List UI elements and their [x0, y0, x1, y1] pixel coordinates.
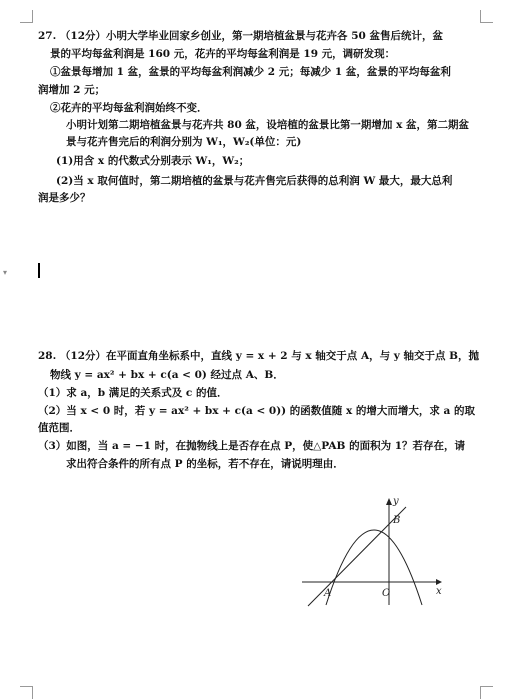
q28-line-7: 求出符合条件的所有点 P 的坐标，若不存在，请说明理由．: [66, 458, 344, 470]
crop-mark-top-left: [20, 10, 33, 23]
x-axis-arrow-icon: [436, 579, 442, 585]
label-b: B: [393, 515, 401, 526]
q27-line-7: 景与花卉售完后的利润分别为 W₁，W₂(单位：元): [66, 136, 302, 148]
line-ab: [308, 507, 406, 606]
margin-arrow-icon: ▾: [3, 268, 8, 277]
q28-line-6: （3）如图，当 a = −1 时，在抛物线上是否存在点 P，使△PAB 的面积为 1？若存在，请: [38, 440, 466, 452]
parabola-figure-svg: [296, 493, 452, 611]
text-cursor: [38, 263, 40, 278]
q27-line-2: 景的平均每盆利润是 160 元，花卉的平均每盆利润是 19 元，调研发现：: [50, 48, 396, 60]
q27-line-3: ①盆景每增加 1 盆，盆景的平均每盆利润减少 2 元；每减少 1 盆，盆景的平均每盆利: [50, 66, 451, 78]
y-axis-arrow-icon: [386, 498, 392, 505]
q28-line-1: 28. （12分）在平面直角坐标系中，直线 y = x + 2 与 x 轴交于点 A，与 y 轴交于点 B，抛: [38, 350, 480, 362]
parabola-curve: [326, 530, 422, 605]
q27-line-4: 润增加 2 元；: [38, 84, 106, 96]
q28-line-4: （2）当 x < 0 时，若 y = ax² + bx + c(a < 0)) 的函数值随 x 的增大而增大，求 a 的取: [38, 405, 475, 417]
label-x: x: [436, 586, 442, 597]
q27-line-6: 小明计划第二期培植盆景与花卉共 80 盆，设培植的盆景比第一期增加 x 盆，第二期盆: [66, 119, 469, 131]
q27-line-8: (1)用含 x 的代数式分别表示 W₁，W₂；: [56, 155, 250, 167]
label-y: y: [393, 496, 399, 507]
label-a: A: [324, 588, 332, 599]
q27-line-10: 润是多少？: [38, 192, 91, 204]
q27-line-5: ②花卉的平均每盆利润始终不变．: [50, 102, 208, 114]
label-o: O: [382, 588, 391, 599]
q27-line-1: 27. （12分）小明大学毕业回家乡创业，第一期培植盆景与花卉各 50 盆售后统计，盆: [38, 30, 443, 42]
coordinate-figure: [296, 493, 452, 611]
q28-line-3: （1）求 a，b 满足的关系式及 c 的值．: [38, 387, 228, 399]
q27-line-9: (2)当 x 取何值时，第二期培植的盆景与花卉售完后获得的总利润 W 最大，最大总利: [56, 175, 453, 187]
q28-line-2: 物线 y = ax² + bx + c(a < 0) 经过点 A、B．: [50, 369, 284, 381]
q28-line-5: 值范围．: [38, 422, 80, 434]
crop-mark-top-right: [480, 10, 493, 23]
crop-mark-bottom-right: [480, 686, 493, 699]
crop-mark-bottom-left: [20, 686, 33, 699]
